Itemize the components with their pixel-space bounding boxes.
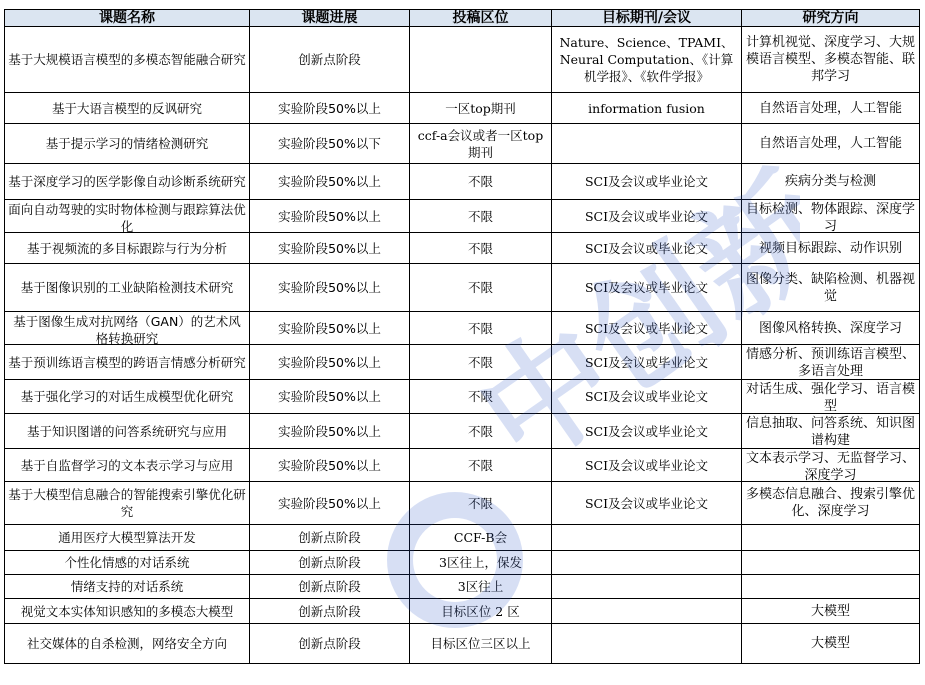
- cell-zone[interactable]: [410, 449, 552, 482]
- cell-progress-text: 实验阶段50%以上: [278, 354, 381, 370]
- cell-zone[interactable]: [410, 345, 552, 380]
- cell-target[interactable]: [552, 124, 742, 164]
- cell-target-text: SCI及会议或毕业论文: [584, 457, 709, 473]
- cell-topic-text: 基于自监督学习的文本表示学习与应用: [20, 457, 234, 473]
- cell-progress-text: 实验阶段50%以上: [278, 320, 381, 336]
- cell-direction[interactable]: [742, 380, 920, 414]
- header-progress: 课题进展: [250, 10, 410, 27]
- cell-topic-text: 基于图像识别的工业缺陷检测技术研究: [20, 280, 234, 295]
- table-row: [5, 27, 920, 93]
- cell-target[interactable]: [552, 482, 742, 525]
- cell-topic[interactable]: [5, 124, 250, 164]
- cell-zone[interactable]: [410, 525, 552, 551]
- cell-zone-text: 不限: [467, 280, 493, 295]
- cell-progress[interactable]: [250, 164, 410, 200]
- cell-progress-text: 实验阶段50%以上: [278, 240, 381, 256]
- cell-zone[interactable]: [410, 599, 552, 624]
- cell-zone-text: 不限: [467, 354, 493, 370]
- cell-topic-text: 基于预训练语言模型的跨语言情感分析研究: [8, 354, 246, 370]
- cell-topic[interactable]: [5, 200, 250, 233]
- cell-zone-text: 3区往上，保发: [439, 555, 522, 570]
- cell-progress[interactable]: [250, 575, 410, 599]
- cell-topic[interactable]: [5, 482, 250, 525]
- cell-topic-text: 基于深度学习的医学影像自动诊断系统研究: [8, 174, 246, 189]
- cell-topic-text: 面向自动驾驶的实时物体检测与跟踪算法优化: [8, 201, 246, 232]
- cell-topic[interactable]: [5, 27, 250, 93]
- cell-zone-text: 一区top期刊: [445, 100, 516, 116]
- cell-topic-text: 基于知识图谱的问答系统研究与应用: [26, 423, 227, 439]
- cell-direction-text: 疾病分类与检测: [784, 174, 876, 189]
- cell-direction[interactable]: [742, 482, 920, 525]
- cell-progress[interactable]: [250, 200, 410, 233]
- cell-zone-text: 不限: [467, 389, 493, 404]
- cell-direction[interactable]: [742, 200, 920, 233]
- cell-progress-text: 实验阶段50%以上: [278, 389, 381, 404]
- header-row: [5, 10, 920, 27]
- cell-target[interactable]: [552, 27, 742, 93]
- header-topic: 课题名称: [5, 10, 250, 27]
- cell-target-text: SCI及会议或毕业论文: [584, 174, 709, 189]
- cell-topic-text: 通用医疗大模型算法开发: [58, 530, 196, 545]
- cell-zone[interactable]: [410, 93, 552, 124]
- table-row: [5, 264, 920, 312]
- cell-topic[interactable]: [5, 599, 250, 624]
- cell-direction-text: 大模型: [810, 636, 850, 651]
- cell-target-text: SCI及会议或毕业论文: [584, 280, 709, 295]
- cell-target-text: SCI及会议或毕业论文: [584, 495, 709, 511]
- cell-direction[interactable]: [742, 264, 920, 312]
- cell-zone[interactable]: [410, 27, 552, 93]
- cell-progress[interactable]: [250, 599, 410, 624]
- cell-direction-text: 目标检测、物体跟踪、深度学习: [745, 201, 915, 232]
- table-row: [5, 93, 920, 124]
- watermark-text: 中创新: [451, 147, 800, 496]
- cell-zone-text: 不限: [467, 174, 493, 189]
- table-row: [5, 482, 920, 525]
- cell-progress[interactable]: [250, 233, 410, 264]
- cell-topic[interactable]: [5, 551, 250, 575]
- cell-topic[interactable]: [5, 164, 250, 200]
- cell-progress[interactable]: [250, 312, 410, 345]
- table-row: [5, 449, 920, 482]
- table-row: [5, 380, 920, 414]
- cell-zone[interactable]: [410, 164, 552, 200]
- cell-progress-text: 实验阶段50%以上: [278, 208, 381, 224]
- cell-progress-text: 实验阶段50%以上: [278, 280, 381, 295]
- cell-topic[interactable]: [5, 312, 250, 345]
- cell-zone[interactable]: [410, 264, 552, 312]
- cell-topic-text: 基于图像生成对抗网络（GAN）的艺术风格转换研究: [13, 313, 241, 344]
- cell-progress-text: 创新点阶段: [298, 579, 361, 594]
- cell-topic[interactable]: [5, 414, 250, 449]
- table-row: [5, 233, 920, 264]
- cell-zone-text: 目标区位 2 区: [441, 603, 520, 619]
- table-row: [5, 551, 920, 575]
- table-row: [5, 599, 920, 624]
- cell-progress[interactable]: [250, 345, 410, 380]
- cell-progress[interactable]: [250, 93, 410, 124]
- cell-progress[interactable]: [250, 414, 410, 449]
- cell-zone[interactable]: [410, 312, 552, 345]
- cell-target[interactable]: [552, 414, 742, 449]
- cell-zone[interactable]: [410, 482, 552, 525]
- table-row: [5, 312, 920, 345]
- cell-target-text: SCI及会议或毕业论文: [584, 354, 709, 370]
- cell-direction[interactable]: [742, 27, 920, 93]
- cell-zone-text: 3区往上: [457, 579, 504, 594]
- cell-progress-text: 实验阶段50%以上: [278, 457, 381, 473]
- cell-zone[interactable]: [410, 233, 552, 264]
- cell-topic-text: 基于大模型信息融合的智能搜索引擎优化研究: [8, 487, 246, 519]
- cell-progress[interactable]: [250, 27, 410, 93]
- cell-zone[interactable]: [410, 200, 552, 233]
- header-direction: 研究方向: [742, 10, 920, 27]
- topic-table: [4, 9, 920, 664]
- cell-target-text: Nature、Science、TPAMI、Neural Computation、《计算机学报》、《软件学报》: [559, 35, 734, 84]
- cell-target-text: SCI及会议或毕业论文: [584, 389, 709, 404]
- cell-progress[interactable]: [250, 482, 410, 525]
- cell-progress[interactable]: [250, 624, 410, 664]
- cell-direction-text: 图像风格转换、深度学习: [758, 320, 902, 336]
- cell-direction-text: 视频目标跟踪、动作识别: [758, 240, 902, 256]
- cell-topic[interactable]: [5, 264, 250, 312]
- cell-direction[interactable]: [742, 449, 920, 482]
- cell-zone[interactable]: [410, 380, 552, 414]
- cell-target[interactable]: [552, 164, 742, 200]
- cell-progress-text: 实验阶段50%以上: [278, 174, 381, 189]
- cell-target[interactable]: [552, 233, 742, 264]
- cell-topic-text: 基于视频流的多目标跟踪与行为分析: [26, 240, 227, 256]
- cell-target[interactable]: [552, 525, 742, 551]
- cell-progress-text: 创新点阶段: [298, 636, 361, 651]
- cell-progress[interactable]: [250, 124, 410, 164]
- cell-progress-text: 创新点阶段: [298, 555, 361, 570]
- cell-target[interactable]: [552, 264, 742, 312]
- cell-topic-text: 基于大规模语言模型的多模态智能融合研究: [8, 52, 246, 67]
- cell-zone-text: 目标区位三区以上: [430, 636, 531, 651]
- cell-direction[interactable]: [742, 124, 920, 164]
- cell-zone-text: 不限: [467, 240, 493, 256]
- cell-target-text: SCI及会议或毕业论文: [584, 208, 709, 224]
- cell-zone-text: 不限: [467, 423, 493, 439]
- cell-topic[interactable]: [5, 449, 250, 482]
- cell-zone[interactable]: [410, 575, 552, 599]
- cell-progress-text: 实验阶段50%以上: [278, 100, 381, 116]
- cell-topic[interactable]: [5, 624, 250, 664]
- cell-progress-text: 创新点阶段: [298, 603, 361, 619]
- cell-direction[interactable]: [742, 414, 920, 449]
- cell-topic[interactable]: [5, 575, 250, 599]
- cell-direction[interactable]: [742, 93, 920, 124]
- cell-topic[interactable]: [5, 380, 250, 414]
- cell-direction[interactable]: [742, 312, 920, 345]
- table-row: [5, 345, 920, 380]
- cell-zone[interactable]: [410, 414, 552, 449]
- cell-progress-text: 实验阶段50%以上: [278, 495, 381, 511]
- cell-topic-text: 情绪支持的对话系统: [70, 579, 184, 594]
- cell-target[interactable]: [552, 380, 742, 414]
- header-zone: 投稿区位: [410, 10, 552, 27]
- cell-target[interactable]: [552, 345, 742, 380]
- cell-zone-text: ccf-a会议或者一区top期刊: [417, 127, 544, 160]
- cell-progress[interactable]: [250, 551, 410, 575]
- cell-topic-text: 社交媒体的自杀检测，网络安全方向: [26, 636, 227, 651]
- cell-target[interactable]: [552, 312, 742, 345]
- cell-target[interactable]: [552, 551, 742, 575]
- cell-direction[interactable]: [742, 345, 920, 380]
- cell-direction[interactable]: [742, 551, 920, 575]
- cell-progress[interactable]: [250, 449, 410, 482]
- cell-target[interactable]: [552, 449, 742, 482]
- table-row: [5, 414, 920, 449]
- cell-progress-text: 实验阶段50%以上: [278, 423, 381, 439]
- cell-topic[interactable]: [5, 233, 250, 264]
- cell-topic-text: 基于提示学习的情绪检测研究: [45, 136, 209, 151]
- cell-topic[interactable]: [5, 93, 250, 124]
- cell-topic-text: 个性化情感的对话系统: [64, 555, 190, 570]
- table-row: [5, 124, 920, 164]
- cell-topic[interactable]: [5, 345, 250, 380]
- spreadsheet: [4, 9, 919, 664]
- cell-progress-text: 创新点阶段: [298, 530, 361, 545]
- table-row: [5, 624, 920, 664]
- cell-zone-text: 不限: [467, 457, 493, 473]
- cell-direction-text: 图像分类、缺陷检测、机器视觉: [745, 271, 915, 304]
- cell-direction-text: 情感分析、预训练语言模型、多语言处理: [745, 346, 915, 379]
- header-target: 目标期刊/会议: [552, 10, 742, 27]
- table-row: [5, 575, 920, 599]
- cell-direction-text: 信息抽取、问答系统、知识图谱构建: [745, 415, 915, 448]
- cell-target[interactable]: [552, 200, 742, 233]
- cell-target[interactable]: [552, 624, 742, 664]
- cell-target[interactable]: [552, 93, 742, 124]
- cell-target[interactable]: [552, 575, 742, 599]
- cell-direction[interactable]: [742, 575, 920, 599]
- cell-target-text: SCI及会议或毕业论文: [584, 240, 709, 256]
- cell-zone[interactable]: [410, 551, 552, 575]
- table-row: [5, 164, 920, 200]
- cell-direction[interactable]: [742, 525, 920, 551]
- cell-direction-text: 文本表示学习、无监督学习、深度学习: [745, 450, 915, 481]
- cell-direction-text: 自然语言处理，人工智能: [758, 136, 902, 151]
- cell-direction[interactable]: [742, 233, 920, 264]
- cell-target-text: information fusion: [588, 100, 705, 116]
- cell-zone-text: 不限: [467, 208, 493, 224]
- cell-topic-text: 基于大语言模型的反讽研究: [51, 100, 202, 116]
- cell-target-text: SCI及会议或毕业论文: [584, 320, 709, 336]
- cell-zone[interactable]: [410, 124, 552, 164]
- table-row: [5, 200, 920, 233]
- cell-zone-text: 不限: [467, 495, 493, 511]
- table-row: [5, 525, 920, 551]
- cell-direction-text: 自然语言处理，人工智能: [758, 100, 902, 116]
- cell-direction[interactable]: [742, 624, 920, 664]
- cell-direction-text: 大模型: [810, 603, 850, 619]
- cell-progress-text: 实验阶段50%以下: [278, 136, 381, 151]
- cell-target-text: SCI及会议或毕业论文: [584, 423, 709, 439]
- cell-progress-text: 创新点阶段: [298, 52, 361, 67]
- cell-direction[interactable]: [742, 164, 920, 200]
- cell-direction-text: 对话生成、强化学习、语言模型: [745, 381, 915, 413]
- cell-zone[interactable]: [410, 624, 552, 664]
- cell-progress[interactable]: [250, 525, 410, 551]
- cell-target[interactable]: [552, 599, 742, 624]
- cell-direction[interactable]: [742, 599, 920, 624]
- cell-topic[interactable]: [5, 525, 250, 551]
- cell-progress[interactable]: [250, 380, 410, 414]
- cell-direction-text: 多模态信息融合、搜索引擎优化、深度学习: [745, 487, 915, 519]
- cell-topic-text: 基于强化学习的对话生成模型优化研究: [20, 389, 234, 404]
- cell-progress[interactable]: [250, 264, 410, 312]
- cell-zone-text: 不限: [467, 320, 493, 336]
- cell-direction-text: 计算机视觉、深度学习、大规模语言模型、多模态智能、联邦学习: [745, 35, 915, 84]
- cell-topic-text: 视觉文本实体知识感知的多模态大模型: [20, 603, 234, 619]
- cell-zone-text: CCF-B会: [453, 530, 508, 545]
